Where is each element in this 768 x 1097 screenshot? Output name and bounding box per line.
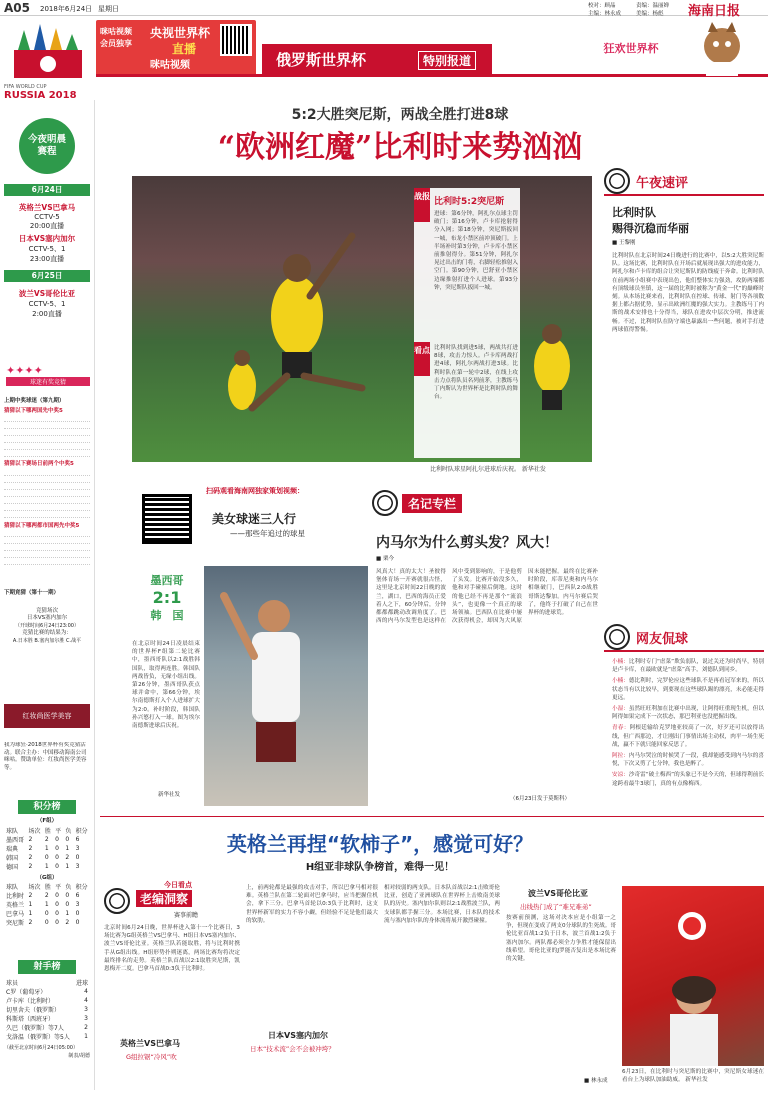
battle-title: 比利时5:2突尼斯 xyxy=(434,197,505,207)
banner-tag: 特别报道 xyxy=(418,51,476,70)
points-table xyxy=(4,800,90,950)
sub-head-3b: 出线热门成了“难兄难弟” xyxy=(520,903,592,911)
time-3: 2:00直播 xyxy=(32,310,62,318)
next-title: 下期竞猜（第十一期） xyxy=(4,590,60,596)
view-text: 比利时队找到进5球，两战共打进8球，攻击力惊人。卢卡库两战打进4球，阿扎尔两战打进3球。比利时队在第一轮中2球，在线上攻击力点将队员名列前茅，主教练马丁内斯认为世界杯是比利时队的舞台。 xyxy=(434,345,518,401)
table-header xyxy=(4,826,90,835)
cell: 0 xyxy=(55,862,59,870)
list-item xyxy=(612,677,764,702)
goals: 1 xyxy=(84,1033,88,1040)
cell: 2 xyxy=(28,919,33,926)
main-kicker: 5:2大胜突尼斯，两战全胜打进8球 xyxy=(291,107,509,123)
team-name: 韩国 xyxy=(6,854,19,862)
table-row xyxy=(4,918,90,927)
next-time: （开球时间6月24日23:00） xyxy=(15,622,79,629)
banner-title: 俄罗斯世界杯 xyxy=(276,51,367,69)
cell: 2 xyxy=(65,853,70,861)
sub-head-2: 日本VS塞内加尔 xyxy=(268,1031,328,1040)
preview-tag-box xyxy=(104,880,240,920)
review-text: 比利时队在北京时间24日晚进行的比赛中，以5:2大胜突尼斯队。这场比赛，比利时队在开场后就展现出强大的进攻能力，阿扎尔和卢卡库的组合让突尼斯队的防线疲于奔命。比利时队在前两场小组赛中表现出色，他们整体实力强劲，攻防两端都有顶级球员坐镇，这一届的比利时被称为“黄金一代”的巅峰时刻。从本场比赛来看，比利时队在控球、传球、射门等各项数据上都占据优势，显示出欧洲红魔的强大实力。主教练马丁内斯的战术安排也十分得当，球队在进攻中层次分明，推进流畅。不过，比利时队在防守端也暴露出一些问题，被对手打进两球值得警惕。 xyxy=(612,253,764,333)
match-2: 日本VS塞内加尔 xyxy=(18,234,76,243)
cell: 6 xyxy=(75,892,80,899)
proof: 校对：顾晶 xyxy=(588,3,616,9)
col-head: 负 xyxy=(65,827,72,835)
player: 切里舍夫（俄罗斯） xyxy=(6,1007,61,1014)
top-strip xyxy=(0,0,768,19)
col-head: 平 xyxy=(55,827,62,835)
team-name: 突尼斯 xyxy=(6,920,25,927)
cell: 0 xyxy=(55,910,59,917)
bottom-col-4: 按赛前预测，这场对决本应是小组第一之争，但现在变成了两支0分球队的生死战。哥伦比亚首战1:2负于日本，波兰首战1:2负于塞内加尔。两队都必须全力争胜才能保留出线希望。哥伦比亚的J罗能否复出是本场比赛的关键。 xyxy=(506,915,616,963)
group-f-label: （F组） xyxy=(36,818,58,824)
team-name: 德国 xyxy=(6,863,19,871)
ad-line-2: 直播 xyxy=(172,42,197,56)
cell: 2 xyxy=(28,892,33,899)
mascot-wolf-icon xyxy=(686,22,758,76)
cell: 6 xyxy=(75,835,80,843)
list-item xyxy=(612,771,764,787)
wc-brand: FIFA WORLD CUP xyxy=(4,84,47,90)
main-photo xyxy=(132,176,592,462)
table-row xyxy=(4,1023,90,1032)
mascot-logo xyxy=(586,20,676,72)
cell: 1 xyxy=(65,862,70,870)
channel-2: CCTV-5、1 xyxy=(28,245,66,253)
quiz-block xyxy=(4,398,90,588)
sponsor-name: 红妆尚医学美容 xyxy=(22,712,72,720)
page-code: A05 xyxy=(4,1,30,15)
worldcup-logo xyxy=(4,20,92,101)
match-1: 英格兰VS巴拿马 xyxy=(18,203,76,212)
review-title: 比利时队 xyxy=(612,206,656,219)
sponsor-box[interactable] xyxy=(4,704,90,728)
cell: 0 xyxy=(65,835,70,843)
col-head: 积分 xyxy=(75,827,88,835)
table-row xyxy=(4,1005,90,1014)
bottom-col-2: 上，前两轮都是最强的攻击对手，所以巴拿马相对很难。英格兰队在第二轮面对巴拿马时，应当把握住机会，拿下三分。巴拿马首轮以0:3负于比利时，这支世界杯新军的实力不容小觑，但经验不足是他们最大的软肋。 xyxy=(246,885,378,924)
fun-logo-text: 球迷有奖竞猜 xyxy=(6,377,90,386)
col-head: 进球 xyxy=(75,980,88,987)
next-question: 竞猜比赛的结果为： xyxy=(22,630,72,636)
sub-head-1b: G组拉锯“冷风”吹 xyxy=(126,1053,177,1061)
table-row xyxy=(4,891,90,900)
table-row xyxy=(4,1032,90,1041)
player-figure-icon xyxy=(204,566,368,806)
player: 科斯塔（西班牙） xyxy=(6,1016,55,1023)
cell: 1 xyxy=(44,844,49,852)
bottom-col-1: 北京时间6月24日晚，世界杯进入第十一个比赛日，3场比赛为G组英格兰VS巴拿马、H组日本VS塞内加尔、波兰VS哥伦比亚。英格兰队若能取胜，将与比利时携手从G组出线。H组形势扑朔迷离，两场比赛均将决定最终排名的走势。英格兰队首战以2:1取胜突尼斯，凯恩梅开二度。巴拿马首战0:3负于比利时。 xyxy=(104,925,240,973)
promo-title: 美女球迷三人行 xyxy=(212,512,297,526)
goals: 4 xyxy=(84,997,88,1004)
photo-caption: 比利时队球星阿扎尔进球后庆祝。 新华社发 xyxy=(430,466,546,473)
fan-comment: 比利时专门“虐菜”欺负弱队，说过关还为时尚早，特别是卢卡库，在最欧就是“虐菜”高手，刘德队到同乡。 xyxy=(612,659,764,674)
table-row xyxy=(4,862,90,871)
cell: 0 xyxy=(75,919,80,926)
ad-line-1: 央视世界杯 xyxy=(150,26,211,40)
table-row xyxy=(4,987,90,996)
fan-name: 小湿： xyxy=(612,706,629,713)
sub-head-1: 英格兰VS巴拿马 xyxy=(120,1039,180,1048)
tonight-title: 今夜明晨赛程 xyxy=(27,134,66,157)
cell: 1 xyxy=(65,844,70,852)
fan-photo-caption: 6月23日，在比利时与突尼斯的比赛中，突尼斯女球迷在看台上为球队加油助威。 新华社发 xyxy=(622,1069,764,1084)
quiz-q3: 猜猜以下哪两都市国两先中奖5 xyxy=(4,522,80,529)
football-icon xyxy=(604,168,630,194)
cell: 0 xyxy=(44,919,49,926)
qr-label: 扫码观看海南网独家策划视频： xyxy=(206,487,304,495)
points-title: 积分榜 xyxy=(18,800,76,814)
mexico-opponent: 韩 国 xyxy=(150,609,184,622)
col-head: 球员 xyxy=(6,980,19,987)
quiz-list-1 xyxy=(4,415,90,459)
mexico-credit: 新华社发 xyxy=(158,792,181,798)
col-head: 场次 xyxy=(28,884,41,891)
cell: 0 xyxy=(44,853,49,861)
col-head: 球队 xyxy=(6,827,19,835)
fan-comment: 德比利时，完罗伦应这些球队不是再看冠军来的，所以状态当有以比较早，到要现在这些球队踢的漂亮，未必能走得更远。 xyxy=(612,678,764,701)
preview-tag-sub: 赛事前瞻 xyxy=(174,912,199,919)
weekday: 星期日 xyxy=(98,5,119,13)
group-g-label: （G组） xyxy=(36,874,58,881)
scorers-credit: 制表/胡德 xyxy=(68,1052,90,1059)
goals: 2 xyxy=(84,1024,88,1031)
promo-qr-code[interactable] xyxy=(142,494,192,544)
match-3: 波兰VS哥伦比亚 xyxy=(18,289,76,298)
channel-1: CCTV-5 xyxy=(34,213,60,221)
cell: 3 xyxy=(75,862,80,870)
fans-list xyxy=(612,658,764,878)
mascot-logo-text: 狂欢世界杯 xyxy=(603,42,659,55)
team-name: 比利时 xyxy=(6,893,25,900)
quiz-list-3 xyxy=(4,530,90,574)
cell: 3 xyxy=(75,901,80,908)
cell: 1 xyxy=(44,901,49,908)
table-row xyxy=(4,900,90,909)
time-1: 20:00直播 xyxy=(29,222,65,230)
bottom-sub: H组亚非球队争榜首，难得一见！ xyxy=(305,862,455,873)
column-text: 风真大！真的太大！圣彼得堡体育场一开赛就很古怪，这里是北京时间22日晚的波兰，湖口，巴西的海员正爱着人之下，60分钟后，分钟都都都跳动改调角度了。巴西的内马尔发型也是这样在风中受到影响的，于是他剪了头发。比赛开始没多久，他和对手碰撞后倒地。这时的他已经不再是那个“流浪头”，也更像一个真正的球场领袖。巴西队在比赛中屡次获得机会，却因为大风原因未能把握。最终在比赛补时阶段，库蒂尼奥和内马尔相继破门，巴西队2:0战胜哥斯达黎加。内马尔赛后哭了，他终于打破了自己在世界杯的进球荒。 xyxy=(376,569,598,625)
list-item xyxy=(612,724,764,749)
bottom-col-3: 相对较弱的两支队。日本队首战以2:1击败哥伦比亚，创造了亚洲球队在世界杯上击败南美球队的历史。塞内加尔队则以2:1战胜波兰队，两支球队都手握三分。本场比赛，日本队的技术流与塞内加尔队的身体流将展开激烈碰撞。 xyxy=(384,885,500,924)
cell: 2 xyxy=(44,835,49,843)
cell: 0 xyxy=(65,892,70,899)
quiz-list-2 xyxy=(4,469,90,521)
ad-left-2: 会员独享 xyxy=(100,39,132,48)
fans-tag: 网友侃球 xyxy=(636,632,689,647)
cell: 0 xyxy=(55,901,59,908)
col-head: 胜 xyxy=(44,884,51,891)
cell: 0 xyxy=(55,892,59,899)
battle-tag xyxy=(414,188,430,222)
fan-photo xyxy=(622,886,764,1066)
paper-name: 海南日报 xyxy=(688,4,741,19)
goals: 3 xyxy=(84,1006,88,1013)
editor2: 责编：温丽婵 xyxy=(636,3,670,9)
next-match: 日本VS塞内加尔 xyxy=(26,615,68,621)
date-2: 6月25日 xyxy=(4,270,90,282)
time-2: 23:00直播 xyxy=(29,255,65,263)
football-icon xyxy=(604,624,630,650)
column-author: ■ 栗今 xyxy=(376,556,394,562)
next-quiz xyxy=(4,590,90,680)
ad-line-3: 咪咕视频 xyxy=(150,60,190,71)
bottom-author: ■ 林永成 xyxy=(584,1078,608,1084)
fan-comment: 沙奇雷“破土梅西”的头象已不是今天的，但球得利前长途跨看最牛3球门，真的有点像梅西。 xyxy=(612,772,764,787)
column-date: （6月23日发于莫斯科） xyxy=(510,796,570,802)
mexico-tag: 墨西哥 xyxy=(150,574,184,587)
editor: 主编：林永成 xyxy=(588,11,622,17)
quiz-q1: 猜猜以下哪两国先中奖5 xyxy=(4,407,63,414)
review-title-2: 赐得沉稳而华丽 xyxy=(612,222,689,235)
review-header xyxy=(604,170,764,196)
header-red-rule xyxy=(96,74,768,77)
table-row xyxy=(4,1014,90,1023)
ad-qr-code[interactable] xyxy=(220,24,252,56)
col-head: 平 xyxy=(55,884,62,891)
channel-3: CCTV-5、1 xyxy=(28,300,66,308)
review-tag: 午夜速评 xyxy=(636,176,689,191)
battle-tag-text: 战报 xyxy=(414,192,430,201)
table-row xyxy=(4,844,90,853)
goals: 3 xyxy=(84,1015,88,1022)
mexico-score: 2:1 xyxy=(152,588,182,607)
fan-figure-icon xyxy=(622,886,764,1066)
player: 久巴（俄罗斯）等7人 xyxy=(6,1025,64,1032)
ad-left-1: 咪咕视频 xyxy=(100,27,132,36)
cell: 1 xyxy=(28,910,33,917)
list-item xyxy=(612,705,764,721)
cell: 0 xyxy=(55,835,59,843)
scorers-note: （截至北京时间6月24日05:00） xyxy=(4,1045,78,1051)
column-tag: 名记专栏 xyxy=(402,494,462,513)
cell: 1 xyxy=(65,910,70,917)
battle-report xyxy=(414,188,520,458)
group-f-table xyxy=(4,826,90,871)
cell: 0 xyxy=(75,853,80,861)
date-1: 6月24日 xyxy=(4,184,90,196)
cell: 1 xyxy=(28,901,33,908)
cell: 2 xyxy=(44,892,49,899)
table-row xyxy=(4,909,90,918)
col-head: 积分 xyxy=(75,884,88,891)
column-title: 内马尔为什么剪头发？风大！ xyxy=(376,535,558,551)
sidebar-divider xyxy=(94,100,95,1090)
player: C罗（葡萄牙） xyxy=(6,989,47,996)
preview-tag-2: 老编洞察 xyxy=(136,890,192,907)
goals: 4 xyxy=(84,988,88,995)
cell: 0 xyxy=(55,919,59,926)
team-name: 瑞典 xyxy=(6,845,19,853)
wc-name: RUSSIA 2018 xyxy=(4,90,77,101)
cell: 2 xyxy=(28,835,33,843)
cell: 2 xyxy=(28,862,33,870)
team-name: 墨西哥 xyxy=(6,836,25,844)
player: 卢卡库（比利时） xyxy=(6,998,55,1005)
tonight-title-badge xyxy=(19,118,75,174)
group-g-table xyxy=(4,882,90,927)
list-item xyxy=(612,658,764,674)
cell: 2 xyxy=(65,919,70,926)
next-options: A.日本胜 B.塞内加尔胜 C.战平 xyxy=(12,637,82,644)
bottom-divider xyxy=(100,816,764,817)
preview-tag: 今日看点 xyxy=(164,881,192,889)
fun-logo-mark: ✦✦✦✦ xyxy=(6,364,43,377)
fan-name: 阿拉： xyxy=(612,753,629,760)
next-sub: 竞猜场次 xyxy=(35,607,58,614)
table-header xyxy=(4,882,90,891)
table-row xyxy=(4,853,90,862)
col-head: 负 xyxy=(65,884,72,891)
fun-logo xyxy=(6,364,90,394)
col-head: 胜 xyxy=(44,827,51,835)
player-figures-icon xyxy=(132,176,592,462)
scorers-title: 射手榜 xyxy=(18,960,76,974)
view-tag xyxy=(414,342,430,376)
battle-text: 进球：第6分钟，阿扎尔点球主罚破门；第16分钟，卢卡库抢射得分入网；第18分钟，突尼斯扳回一城，布龙小禁区前冲顶破门。上半场补时第3分钟，卢卡库小禁区前推射得分。第51分钟，阿扎尔晃过出击的门将，右脚轻松推射入空门。第90分钟，巴舒亚小禁区边缘推射打进个人进球。第93分钟，突尼斯队扳回一城。 xyxy=(434,211,518,291)
quiz-title: 上期中奖球迷（第九期） xyxy=(4,398,65,404)
scorers-list xyxy=(4,978,90,1041)
table-row xyxy=(4,996,90,1005)
cell: 3 xyxy=(75,844,80,852)
player: 戈洛温（俄罗斯）等5人 xyxy=(6,1034,70,1041)
cell: 0 xyxy=(65,901,70,908)
col-head: 场次 xyxy=(28,827,41,835)
fans-header xyxy=(604,626,764,652)
cell: 2 xyxy=(28,844,33,852)
cell: 0 xyxy=(55,844,59,852)
view-tag-text: 看点 xyxy=(414,346,430,355)
column-header xyxy=(370,490,598,518)
video-promo[interactable] xyxy=(132,486,364,556)
cell: 0 xyxy=(44,910,49,917)
cell: 0 xyxy=(75,910,80,917)
fan-name: 青春： xyxy=(612,725,630,732)
cell: 1 xyxy=(44,862,49,870)
review-author: ■ 王黎刚 xyxy=(612,240,636,246)
main-headline: “欧洲红魔”比利时来势汹汹 xyxy=(217,130,583,165)
quiz-q2: 猜猜以下赛场日前两个中奖5 xyxy=(4,461,74,467)
cell: 0 xyxy=(55,853,59,861)
sub-head-3: 波兰VS哥伦比亚 xyxy=(528,889,588,898)
team-name: 英格兰 xyxy=(6,902,25,909)
team-name: 巴拿马 xyxy=(6,911,25,918)
scorers-table xyxy=(4,960,90,1092)
list-item xyxy=(612,752,764,768)
mexico-text: 在北京时间24日凌晨结束的世界杯F组第二轮比赛中，墨西哥队以2:1战胜韩国队，取得两连胜。韩国队两战皆负，无缘小组出线。第26分钟，墨西哥队获点球并命中，第66分钟，埃尔南德斯打入个人进球扩大为2:0。补时阶段，韩国队孙兴慜打入一球。图为埃尔南德斯进球后庆祝。 xyxy=(132,641,200,730)
sponsor-text: 我为球狂·2018世界杯有奖竞猜活动。联合主办：中国移动海南公司咪咕。赞助单位：红妆尚医学美容等。 xyxy=(4,742,87,771)
table-row xyxy=(4,835,90,844)
fan-name: 小楠： xyxy=(612,678,629,685)
designer: 美编：杨彪 xyxy=(636,11,664,17)
mexico-photo xyxy=(204,566,368,806)
cell: 2 xyxy=(28,853,33,861)
kremlin-icon xyxy=(4,20,92,80)
fan-comment: 虽然旺旺利加在比赛中出现，让阿得旺重现生机，但以阿得如果完成下一次状态，那巴利亚也没把握出线。 xyxy=(612,706,764,721)
banner-title-box xyxy=(262,44,492,74)
promo-sub: ——那些年追过的球星 xyxy=(230,529,305,538)
table-header xyxy=(4,978,90,987)
football-icon xyxy=(104,888,130,914)
fan-name: 小楠： xyxy=(612,659,629,665)
football-icon xyxy=(372,490,398,516)
fan-comment: 内马尔哭泣的时候哭了一段，我却能感受到内马尔的喜悦，下次又剪了七分钟，我也是醉了。 xyxy=(612,753,764,768)
fan-name: 安凉： xyxy=(612,772,629,779)
col-head: 球队 xyxy=(6,884,19,891)
bottom-headline: 英格兰再捏“软柿子”，感觉可好？ xyxy=(226,832,534,856)
fan-comment: 阿根廷输给克罗地亚较高了一次，好歹还可以放得出线，但广西那边，才让刚出门事情出场主动权，肉平一场生死战，赢不下就只能回家反思了。 xyxy=(612,725,764,748)
sub-head-2b: 日本“技术流”会不会被冲垮？ xyxy=(250,1045,335,1053)
issue-date: 2018年6月24日 xyxy=(40,5,93,13)
tonight-schedule xyxy=(4,118,90,336)
